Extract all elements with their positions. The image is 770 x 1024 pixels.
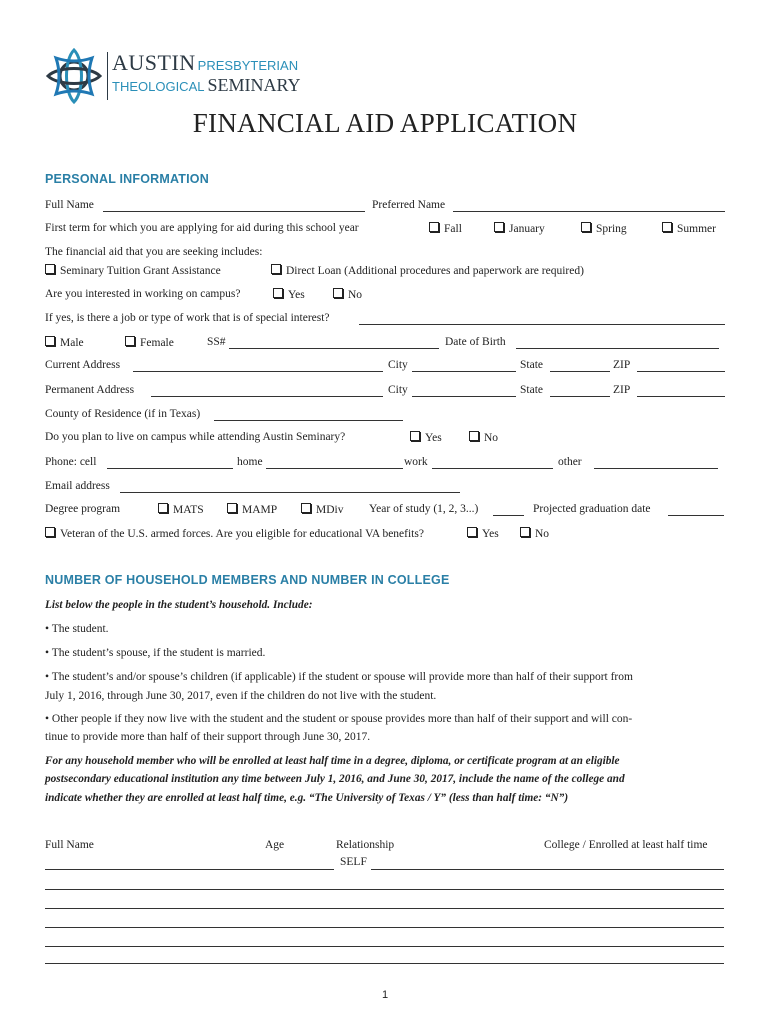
phone-other-label: other: [558, 456, 582, 468]
checkbox-icon: [125, 336, 135, 346]
page-title: FINANCIAL AID APPLICATION: [192, 108, 578, 138]
no-label: No: [484, 432, 499, 444]
email-field[interactable]: [120, 492, 460, 493]
checkbox-icon: [158, 503, 168, 513]
yes-label: Yes: [425, 432, 442, 444]
work-campus-label: Are you interested in working on campus?: [45, 288, 241, 300]
male-label: Male: [60, 337, 84, 349]
checkbox-icon: [301, 503, 311, 513]
va-no-checkbox[interactable]: [520, 527, 549, 540]
household-bullet-cont: July 1, 2016, through June 30, 2017, even if the children do not live with the student.: [45, 690, 437, 702]
col-college: College / Enrolled at least half time: [544, 839, 708, 851]
checkbox-icon: [45, 336, 55, 346]
household-bullet-cont: tinue to provide more than half of their support through June 30, 2017.: [45, 731, 371, 743]
first-term-label: First term for which you are applying for aid during this school year: [45, 222, 359, 234]
permanent-address-label: Permanent Address: [45, 384, 135, 396]
permanent-zip-field[interactable]: [637, 396, 725, 397]
current-state-field[interactable]: [550, 371, 610, 372]
household-row-field[interactable]: [45, 927, 724, 928]
household-row-college-field[interactable]: [371, 869, 724, 870]
checkbox-icon: [581, 222, 591, 232]
permanent-zip-label: ZIP: [613, 384, 631, 396]
enrolled-note: indicate whether they are enrolled at least half time, e.g. “The University of Texas / Y” (less than half time: “N”): [45, 792, 569, 804]
mamp-label: MAMP: [242, 504, 278, 516]
degree-program-label: Degree program: [45, 503, 121, 515]
year-of-study-label: Year of study (1, 2, 3...): [369, 503, 479, 515]
projected-grad-label: Projected graduation date: [533, 503, 651, 515]
direct-loan-label: Direct Loan (Additional procedures and paperwork are required): [286, 265, 584, 277]
tuition-grant-checkbox[interactable]: [45, 264, 221, 277]
current-city-field[interactable]: [412, 371, 516, 372]
yes-label: Yes: [482, 528, 499, 540]
checkbox-icon: [429, 222, 439, 232]
preferred-name-field[interactable]: [453, 211, 725, 212]
household-row-field[interactable]: [45, 889, 724, 890]
email-label: Email address: [45, 480, 110, 492]
household-row-field[interactable]: [45, 908, 724, 909]
household-bullet: • The student’s and/or spouse’s children (if applicable) if the student or spouse will provide more than half of their support from: [45, 671, 633, 683]
projected-grad-field[interactable]: [668, 515, 724, 516]
mdiv-label: MDiv: [316, 504, 344, 516]
current-address-label: Current Address: [45, 359, 121, 371]
household-row-field[interactable]: [45, 946, 724, 947]
col-relationship: Relationship: [336, 839, 395, 851]
household-list-intro: List below the people in the student’s household. Include:: [45, 599, 313, 611]
no-label: No: [348, 289, 363, 301]
year-of-study-field[interactable]: [493, 515, 524, 516]
full-name-field[interactable]: [103, 211, 365, 212]
checkbox-icon: [273, 288, 283, 298]
term-fall-label: Fall: [444, 223, 462, 235]
permanent-state-label: State: [520, 384, 543, 396]
direct-loan-checkbox[interactable]: [271, 264, 584, 277]
va-yes-checkbox[interactable]: [467, 527, 499, 540]
degree-mamp-checkbox[interactable]: [227, 503, 277, 516]
logo-theological: THEOLOGICAL: [112, 79, 205, 94]
checkbox-icon: [227, 503, 237, 513]
current-state-label: State: [520, 359, 543, 371]
no-label: No: [535, 528, 550, 540]
phone-other-field[interactable]: [594, 468, 718, 469]
live-campus-yes-checkbox[interactable]: [410, 431, 442, 444]
live-campus-label: Do you plan to live on campus while attending Austin Seminary?: [45, 431, 346, 443]
current-zip-field[interactable]: [637, 371, 725, 372]
enrolled-note: postsecondary educational institution any time between July 1, 2016, and June 30, 2017, include the name of the college and: [45, 773, 625, 785]
current-zip-label: ZIP: [613, 359, 631, 371]
term-summer-label: Summer: [677, 223, 716, 235]
household-heading: NUMBER OF HOUSEHOLD MEMBERS AND NUMBER IN COLLEGE: [45, 573, 450, 587]
enrolled-note: For any household member who will be enrolled at least half time in a degree, diploma, or certificate program at an eligible: [45, 755, 620, 767]
permanent-address-field[interactable]: [151, 396, 383, 397]
checkbox-icon: [271, 264, 281, 274]
logo-seminary: SEMINARY: [207, 75, 301, 95]
term-january-checkbox[interactable]: [494, 222, 545, 235]
current-address-field[interactable]: [133, 371, 383, 372]
col-age: Age: [265, 839, 285, 851]
term-january-label: January: [509, 223, 545, 235]
household-bullet: • The student.: [45, 623, 109, 635]
logo-divider: [107, 52, 108, 100]
term-summer-checkbox[interactable]: [662, 222, 716, 235]
county-label: County of Residence (if in Texas): [45, 408, 201, 420]
work-campus-yes-checkbox[interactable]: [273, 288, 305, 301]
female-label: Female: [140, 337, 174, 349]
checkbox-icon: [410, 431, 420, 441]
checkbox-icon: [469, 431, 479, 441]
phone-home-field[interactable]: [266, 468, 403, 469]
phone-cell-label: Phone: cell: [45, 456, 97, 468]
term-fall-checkbox[interactable]: [429, 222, 462, 235]
yes-label: Yes: [288, 289, 305, 301]
veteran-label: Veteran of the U.S. armed forces. Are you eligible for educational VA benefits?: [60, 528, 424, 540]
veteran-checkbox[interactable]: [45, 527, 424, 540]
col-full-name: Full Name: [45, 839, 94, 851]
household-bullet: • Other people if they now live with the student and the student or spouse provides more than half of their support and will con-: [45, 713, 633, 725]
tuition-grant-label: Seminary Tuition Grant Assistance: [60, 265, 221, 277]
aid-includes-label: The financial aid that you are seeking includes:: [45, 246, 263, 258]
checkbox-icon: [333, 288, 343, 298]
job-interest-field[interactable]: [359, 324, 725, 325]
page-number: 1: [381, 989, 389, 1001]
term-spring-label: Spring: [596, 223, 627, 235]
full-name-label: Full Name: [45, 199, 94, 211]
permanent-state-field[interactable]: [550, 396, 610, 397]
household-row-field[interactable]: [45, 963, 724, 964]
checkbox-icon: [662, 222, 672, 232]
dob-field[interactable]: [516, 348, 719, 349]
term-spring-checkbox[interactable]: [581, 222, 627, 235]
seminary-logo: [44, 46, 314, 106]
mats-label: MATS: [173, 504, 204, 516]
checkbox-icon: [45, 264, 55, 274]
logo-austin: AUSTIN: [112, 50, 196, 75]
dob-label: Date of Birth: [445, 336, 506, 348]
female-checkbox[interactable]: [125, 336, 174, 349]
checkbox-icon: [520, 527, 530, 537]
phone-work-label: work: [404, 456, 428, 468]
phone-work-field[interactable]: [432, 468, 553, 469]
male-checkbox[interactable]: [45, 336, 84, 349]
county-field[interactable]: [214, 420, 403, 421]
checkbox-icon: [467, 527, 477, 537]
personal-info-heading: PERSONAL INFORMATION: [45, 172, 209, 186]
logo-presbyterian: PRESBYTERIAN: [197, 58, 299, 73]
job-interest-label: If yes, is there a job or type of work that is of special interest?: [45, 312, 330, 324]
phone-cell-field[interactable]: [107, 468, 233, 469]
permanent-city-field[interactable]: [412, 396, 516, 397]
celtic-knot-icon: [44, 46, 104, 106]
household-row-name-field[interactable]: [45, 869, 334, 870]
live-campus-no-checkbox[interactable]: [469, 431, 498, 444]
household-bullet: • The student’s spouse, if the student is married.: [45, 647, 266, 659]
phone-home-label: home: [237, 456, 263, 468]
checkbox-icon: [494, 222, 504, 232]
self-label: SELF: [340, 856, 367, 868]
permanent-city-label: City: [388, 384, 408, 396]
degree-mdiv-checkbox[interactable]: [301, 503, 343, 516]
degree-mats-checkbox[interactable]: [158, 503, 204, 516]
ss-label: SS#: [207, 336, 226, 348]
ss-field[interactable]: [229, 348, 439, 349]
current-city-label: City: [388, 359, 408, 371]
work-campus-no-checkbox[interactable]: [333, 288, 362, 301]
checkbox-icon: [45, 527, 55, 537]
preferred-name-label: Preferred Name: [372, 199, 446, 211]
